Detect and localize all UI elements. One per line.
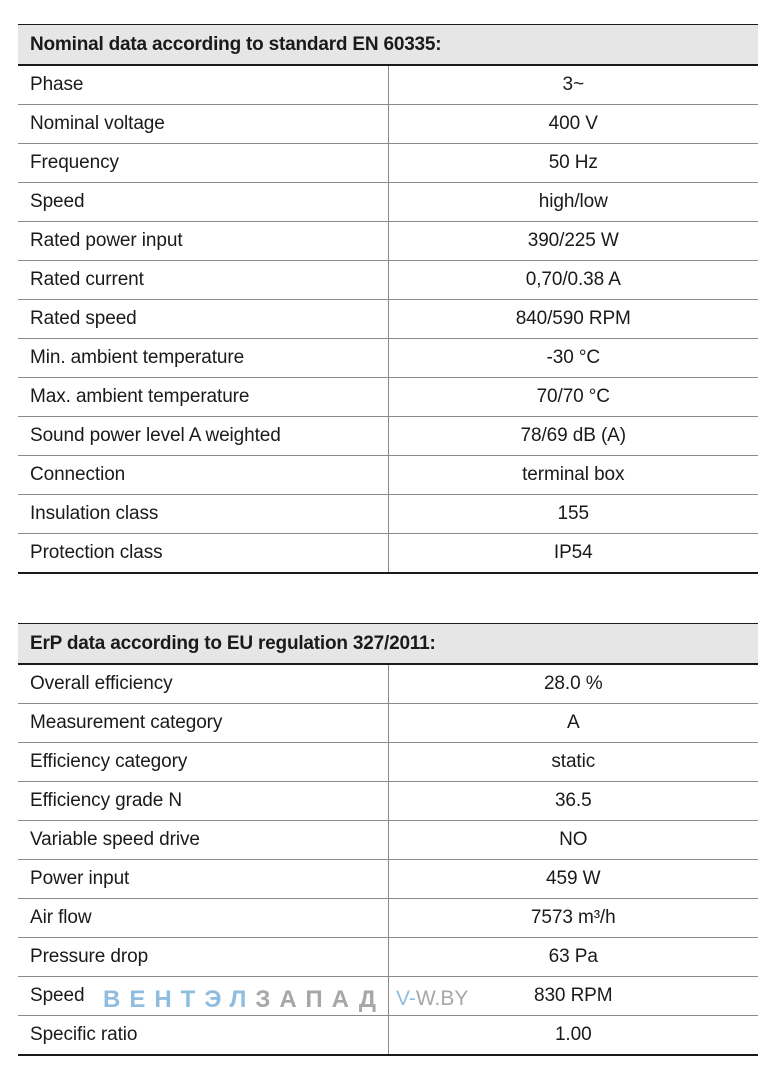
row-label: Insulation class: [18, 495, 388, 534]
table-row: [18, 938, 758, 977]
row-value: 50 Hz: [388, 144, 758, 183]
row-label: Connection: [18, 456, 388, 495]
row-value: 1.00: [388, 1016, 758, 1056]
row-label: Rated current: [18, 261, 388, 300]
row-label: Overall efficiency: [18, 664, 388, 704]
table-row: [18, 378, 758, 417]
row-value: 390/225 W: [388, 222, 758, 261]
row-label: Variable speed drive: [18, 821, 388, 860]
row-label: Sound power level A weighted: [18, 417, 388, 456]
table-row: [18, 743, 758, 782]
row-label: Specific ratio: [18, 1016, 388, 1056]
nominal-header-row: [18, 25, 758, 66]
row-value: 3~: [388, 65, 758, 105]
row-value: 400 V: [388, 105, 758, 144]
erp-table-title: ErP data according to EU regulation 327/2011:: [18, 624, 758, 665]
table-row: [18, 65, 758, 105]
row-value: 70/70 °C: [388, 378, 758, 417]
row-value: static: [388, 743, 758, 782]
row-label: Rated power input: [18, 222, 388, 261]
table-row: [18, 821, 758, 860]
table-row: [18, 860, 758, 899]
table-row: [18, 456, 758, 495]
table-row: [18, 261, 758, 300]
row-label: Protection class: [18, 534, 388, 574]
table-row: [18, 534, 758, 574]
nominal-table-title: Nominal data according to standard EN 60335:: [18, 25, 758, 66]
row-value: terminal box: [388, 456, 758, 495]
row-label: Efficiency grade N: [18, 782, 388, 821]
table-row: [18, 339, 758, 378]
row-value: IP54: [388, 534, 758, 574]
erp-data-table: [18, 623, 758, 1056]
row-value: 28.0 %: [388, 664, 758, 704]
row-label: Measurement category: [18, 704, 388, 743]
table-row: [18, 782, 758, 821]
row-value: 63 Pa: [388, 938, 758, 977]
row-value: high/low: [388, 183, 758, 222]
table-row: [18, 300, 758, 339]
row-label: Phase: [18, 65, 388, 105]
row-value: -30 °C: [388, 339, 758, 378]
row-label: Max. ambient temperature: [18, 378, 388, 417]
row-value: 0,70/0.38 A: [388, 261, 758, 300]
table-row: [18, 144, 758, 183]
row-label: Nominal voltage: [18, 105, 388, 144]
table-row: [18, 1016, 758, 1056]
row-value: A: [388, 704, 758, 743]
watermark-url-part1: V-: [396, 987, 416, 1010]
row-label: Efficiency category: [18, 743, 388, 782]
table-row: [18, 222, 758, 261]
row-label: Frequency: [18, 144, 388, 183]
row-value: 36.5: [388, 782, 758, 821]
table-row: [18, 183, 758, 222]
table-row: [18, 664, 758, 704]
row-label: Air flow: [18, 899, 388, 938]
table-row: [18, 105, 758, 144]
table-row: [18, 417, 758, 456]
row-label: Min. ambient temperature: [18, 339, 388, 378]
table-row: [18, 495, 758, 534]
row-value: 7573 m³/h: [388, 899, 758, 938]
watermark-brand-part1: ВЕНТЭЛ: [103, 986, 256, 1013]
watermark-brand-part2: ЗАПАД: [255, 986, 385, 1013]
watermark-url-part2: W.BY: [415, 987, 469, 1010]
table-row: [18, 704, 758, 743]
row-label: Pressure drop: [18, 938, 388, 977]
row-value: NO: [388, 821, 758, 860]
nominal-data-table: [18, 24, 758, 574]
row-value: 830 RPM: [388, 977, 758, 1016]
row-label: Rated speed: [18, 300, 388, 339]
table-row: [18, 977, 758, 1016]
row-value: 155: [388, 495, 758, 534]
row-label: Speed: [18, 183, 388, 222]
row-value: 459 W: [388, 860, 758, 899]
row-label: Power input: [18, 860, 388, 899]
row-value: 840/590 RPM: [388, 300, 758, 339]
row-value: 78/69 dB (A): [388, 417, 758, 456]
table-row: [18, 899, 758, 938]
row-label: Speed: [18, 977, 388, 1016]
erp-header-row: [18, 624, 758, 665]
